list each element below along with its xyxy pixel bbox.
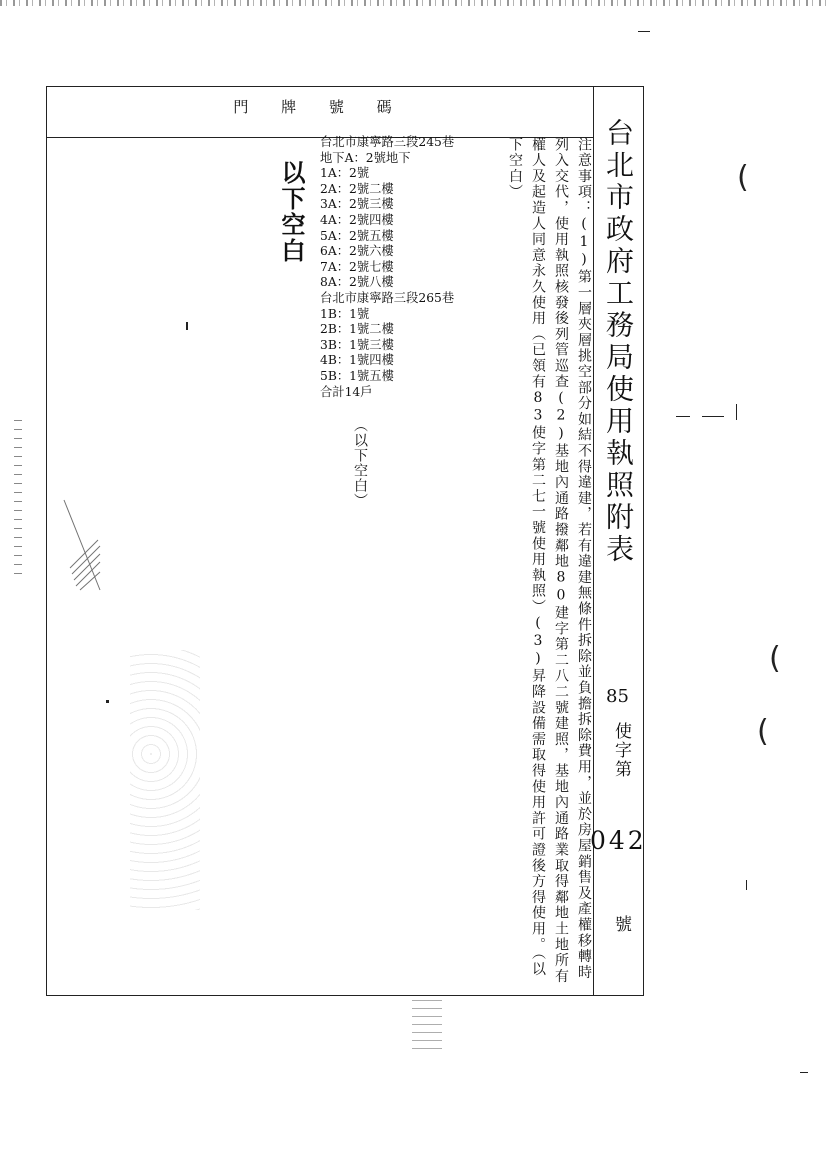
address-line: 4B：1號四樓 (320, 353, 394, 368)
scan-mark (676, 416, 690, 417)
scan-mark (746, 880, 747, 890)
scan-mark (702, 416, 724, 417)
address-line: 8A：2號八樓 (320, 275, 394, 290)
address-line: 2B：1號二樓 (320, 322, 394, 337)
scan-mark (736, 404, 737, 420)
address-line: 2A：2號二樓 (320, 181, 394, 196)
address-total: 合計14戶 (320, 384, 373, 399)
address-line: 1A：2號 (320, 166, 370, 181)
below-blank-note: （以下空白） (352, 418, 368, 508)
permit-hao-label: 號 (611, 915, 631, 932)
address-line: 地下A：2號地下 (320, 150, 411, 165)
scan-mark (186, 322, 188, 330)
door-number-header: 門 牌 號 碼 (233, 98, 406, 116)
scan-mark: ( (757, 714, 769, 749)
address-list (320, 135, 454, 400)
scan-mark (106, 700, 109, 703)
faint-stamp-mark (60, 490, 104, 600)
scan-mark: ( (737, 160, 749, 195)
permit-zi-label: 使字第 (611, 722, 631, 779)
address-line: 6A：2號六樓 (320, 244, 394, 259)
address-line: 5A：2號五樓 (320, 228, 394, 243)
address-line: 3B：1號三樓 (320, 337, 394, 352)
scan-mark: ( (769, 641, 781, 676)
notes-text: 注意事項：(1)第一層夾層挑空部分如結不得違建，若有違建無條件拆除並負擔拆除費用，並於房屋銷售及產權移轉時列入交代，使用執照核發後列管巡查(2)基地內通路撥鄰地80建字第二八二號建照，基地內通路業取得鄰地土地所有權人及起造人同意永久使用（已領有83使字第二七一號使用執照）(3)昇降設備需取得使用許可證後方得使用。（以下空白） (507, 137, 592, 985)
scan-noise (130, 650, 200, 910)
scan-noise (14, 420, 22, 580)
address-line: 5B：1號五樓 (320, 368, 394, 383)
address-line: 3A：2號三樓 (320, 197, 394, 212)
address-line: 台北市康寧路三段265巷 (320, 290, 455, 305)
address-line: 4A：2號四樓 (320, 212, 394, 227)
address-line: 1B：1號 (320, 306, 370, 321)
scan-mark (638, 31, 650, 32)
scan-mark (800, 1072, 808, 1073)
permit-number: 042 (590, 826, 647, 855)
address-line: 台北市康寧路三段245巷 (320, 135, 455, 149)
permit-year: 85 (606, 686, 629, 707)
handwritten-below-blank: 以下空白 (277, 160, 306, 264)
scan-edge-noise (0, 0, 832, 6)
permit-title: 台北市政府工務局使用執照附表 (602, 118, 635, 566)
scan-noise (412, 1000, 442, 1050)
address-line: 7A：2號七樓 (320, 259, 394, 274)
